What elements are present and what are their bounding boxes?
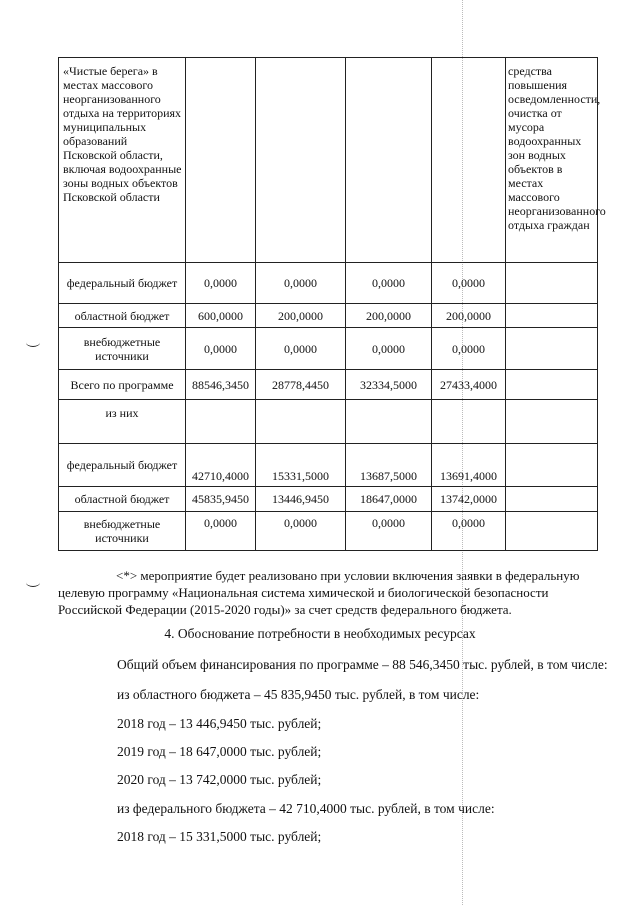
section-heading: 4. Обоснование потребности в необходимых ресурсах bbox=[164, 626, 476, 641]
paragraph: 2020 год – 13 742,0000 тыс. рублей; bbox=[117, 772, 322, 787]
value-cell: 28778,4450 bbox=[256, 370, 346, 400]
value-cell: 0,0000 bbox=[256, 263, 346, 304]
row-label: федеральный бюджет bbox=[59, 444, 186, 487]
value-cell: 200,0000 bbox=[346, 304, 432, 328]
value-cell: 0,0000 bbox=[432, 263, 506, 304]
value-cell: 13742,0000 bbox=[432, 487, 506, 512]
value-cell: 0,0000 bbox=[432, 328, 506, 370]
paragraph: из областного бюджета – 45 835,9450 тыс. рублей, в том числе: bbox=[117, 687, 480, 702]
value-cell: 15331,5000 bbox=[256, 444, 346, 487]
table-row bbox=[59, 263, 598, 304]
value-cell: 88546,3450 bbox=[186, 370, 256, 400]
table-row bbox=[59, 328, 598, 370]
paragraph: 2018 год – 15 331,5000 тыс. рублей; bbox=[117, 829, 322, 844]
value-cell: 200,0000 bbox=[432, 304, 506, 328]
value-cell: 0,0000 bbox=[186, 512, 256, 551]
value-cell: 0,0000 bbox=[432, 512, 506, 551]
table-row bbox=[59, 487, 598, 512]
table-row bbox=[59, 58, 598, 263]
value-cell: 13446,9450 bbox=[256, 487, 346, 512]
row-label: областной бюджет bbox=[59, 304, 186, 328]
value-cell: 0,0000 bbox=[346, 512, 432, 551]
value-cell: 0,0000 bbox=[186, 263, 256, 304]
value-cell: 200,0000 bbox=[256, 304, 346, 328]
paragraph: Общий объем финансирования по программе – 88 546,3450 тыс. рублей, в том числе: bbox=[117, 657, 608, 672]
row-label: областной бюджет bbox=[59, 487, 186, 512]
result-cell: средства повышения осведомленности, очистка от мусора водоохранных зон водных объектов в местах массового неорганизованного отдыха граждан bbox=[506, 58, 598, 263]
table-row bbox=[59, 400, 598, 444]
footnote-line: целевую программу «Национальная система химической и биологической безопасности bbox=[58, 585, 549, 600]
paragraph: 2018 год – 13 446,9450 тыс. рублей; bbox=[117, 716, 322, 731]
value-cell: 0,0000 bbox=[346, 328, 432, 370]
value-cell: 0,0000 bbox=[186, 328, 256, 370]
measure-cell: «Чистые берега» в местах массового неорганизованного отдыха на территориях муниципальных образований Псковской области, включая водоохранные зоны водных объектов Псковской области bbox=[59, 58, 186, 263]
value-cell: 27433,4000 bbox=[432, 370, 506, 400]
scan-mark bbox=[26, 578, 40, 587]
value-cell: 42710,4000 bbox=[186, 444, 256, 487]
value-cell: 0,0000 bbox=[346, 263, 432, 304]
footnote-line: <*> мероприятие будет реализовано при условии включения заявки в федеральную bbox=[116, 568, 580, 583]
footnote bbox=[58, 567, 598, 618]
row-label: внебюджетные источники bbox=[59, 328, 186, 370]
table-row bbox=[59, 512, 598, 551]
row-label: Всего по программе bbox=[59, 370, 186, 400]
paragraph: из федерального бюджета – 42 710,4000 тыс. рублей, в том числе: bbox=[117, 801, 495, 816]
value-cell: 13691,4000 bbox=[432, 444, 506, 487]
table-row bbox=[59, 370, 598, 400]
value-cell: 0,0000 bbox=[256, 512, 346, 551]
value-cell: 600,0000 bbox=[186, 304, 256, 328]
scan-mark bbox=[26, 338, 40, 347]
budget-table bbox=[58, 57, 606, 551]
table-row bbox=[59, 444, 598, 487]
row-label: внебюджетные источники bbox=[59, 512, 186, 551]
value-cell: 45835,9450 bbox=[186, 487, 256, 512]
value-cell: 0,0000 bbox=[256, 328, 346, 370]
paragraph: 2019 год – 18 647,0000 тыс. рублей; bbox=[117, 744, 322, 759]
value-cell: 18647,0000 bbox=[346, 487, 432, 512]
value-cell: 13687,5000 bbox=[346, 444, 432, 487]
table-row bbox=[59, 304, 598, 328]
footnote-line: Российской Федерации (2015-2020 годы)» за счет средств федерального бюджета. bbox=[58, 602, 512, 617]
value-cell: 32334,5000 bbox=[346, 370, 432, 400]
row-label: федеральный бюджет bbox=[59, 263, 186, 304]
row-label: из них bbox=[59, 400, 186, 444]
